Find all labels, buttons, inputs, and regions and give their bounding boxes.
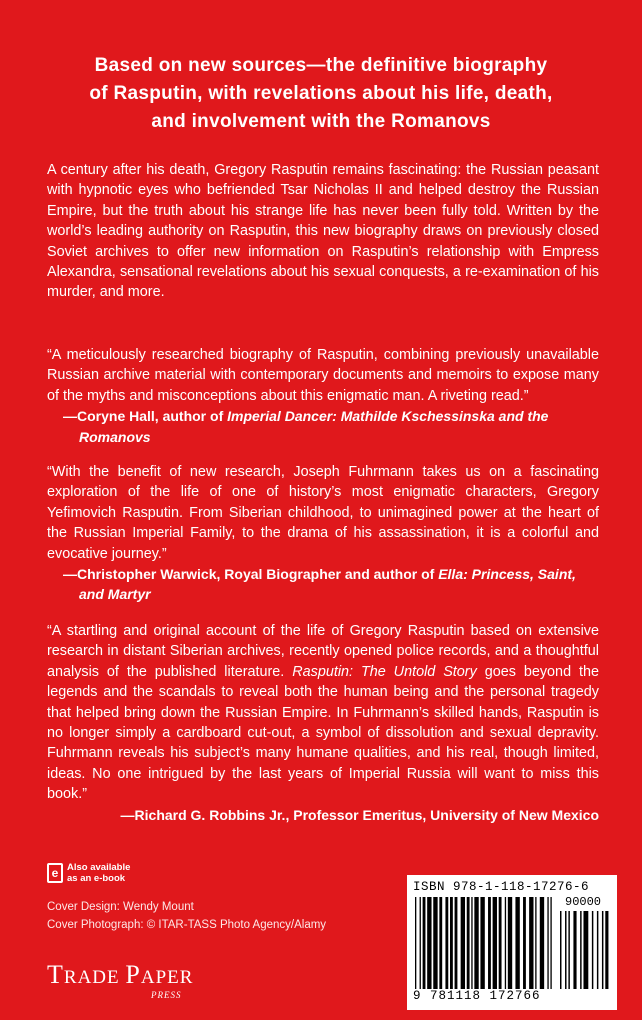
- barcode-bar: [583, 911, 588, 989]
- review-quote-text: “A meticulously researched biography of Rasputin, combining previously unavailable Russian archive material with contemporary documents and memoirs to expose many of the myths and misconceptions about this enigmatic man. A riveting read.”: [47, 347, 599, 404]
- barcode-bar: [445, 897, 448, 989]
- barcode-bar: [550, 897, 551, 989]
- cover-design-credit: Cover Design: Wendy Mount: [47, 901, 194, 913]
- barcode-bar: [547, 897, 548, 989]
- barcode-bar: [420, 897, 421, 989]
- book-title-reference: Rasputin: The Untold Story: [292, 663, 477, 680]
- barcode-bar: [565, 911, 566, 989]
- book-title-reference: Imperial Dancer: Mathilde Kschessinska and the Romanovs: [79, 408, 549, 445]
- price-addon-number: 90000: [565, 895, 602, 909]
- barcode-bar: [508, 897, 512, 989]
- barcode-bar: [439, 897, 442, 989]
- back-cover-headline: [40, 52, 602, 136]
- isbn-number: ISBN 978-1-118-17276-6: [413, 880, 590, 894]
- barcode-bar: [540, 897, 544, 989]
- cover-credits: [47, 898, 326, 934]
- review-quote-1: [47, 345, 599, 447]
- cover-photo-credit: Cover Photograph: © ITAR-TASS Photo Agency/Alamy: [47, 919, 327, 931]
- headline-line-2: of Rasputin, with revelations about his life, death,: [89, 83, 553, 104]
- publisher-logo: TRADE PAPER: [47, 960, 194, 989]
- barcode-bar: [535, 897, 536, 989]
- barcode-bar: [455, 897, 458, 989]
- publisher-logo-press: PRESS: [151, 990, 182, 1000]
- barcode-bar: [499, 897, 502, 989]
- barcode-bar: [580, 911, 581, 989]
- barcode-bar: [474, 897, 478, 989]
- ebook-icon: e: [47, 863, 63, 883]
- barcode-bar: [493, 897, 497, 989]
- barcode-bar: [461, 897, 465, 989]
- barcode-bar: [529, 897, 533, 989]
- barcode-bar: [597, 911, 598, 989]
- ebook-label: Also available as an e-book: [67, 862, 131, 884]
- review-attribution: —Coryne Hall, author of Imperial Dancer: Mathilde Kschessinska and the Romanovs: [63, 408, 549, 445]
- barcode-bar: [433, 897, 437, 989]
- barcode-bar: [605, 911, 608, 989]
- barcode-bar: [523, 897, 526, 989]
- headline-line-1: Based on new sources—the definitive biography: [94, 55, 548, 76]
- ean-number: 9 781118 172766: [413, 989, 541, 1003]
- book-title-reference: Ella: Princess, Saint, and Martyr: [79, 566, 576, 603]
- book-description: A century after his death, Gregory Rasputin remains fascinating: the Russian peasant with hypnotic eyes who befriended Tsar Nicholas II and helped destroy the Russian Empire, but the truth about his strange life has never been fully told. Written by the world’s leading authority on Rasputin, this new biography draws on previously closed Soviet archives to offer new information on Rasputin’s relationship with Empress Alexandra, sensational revelations about his sexual conquests, a re-examination of his murder, and more.: [47, 162, 599, 301]
- barcode-bar: [471, 897, 472, 989]
- isbn-barcode: [407, 875, 617, 1010]
- review-quote-2: [47, 462, 599, 605]
- review-quote-text: “A startling and original account of the life of Gregory Rasputin based on extensive research in distant Siberian archives, recently opened police records, and a thoughtful analysis of the published literature. Rasputin: The Untold Story goes beyond the legends and the scandals to reveal both the human being and the personal tragedy that helped bring down the Russian Empire. In Fuhrmann’s skilled hands, Rasputin is no longer simply a cardboard cut-out, a symbol of dissolution and sexual depravity. Fuhrmann reveals his subject’s many humane qualities, and his real, though limited, ideas. No one intrigued by the last years of Imperial Russia will want to miss this book.”: [47, 623, 599, 803]
- barcode-bar: [480, 897, 484, 989]
- barcode-bar: [467, 897, 470, 989]
- barcode-bar: [450, 897, 453, 989]
- barcode-bar: [515, 897, 519, 989]
- barcode-bar: [592, 911, 593, 989]
- addon-barcode-bars: [560, 911, 612, 989]
- barcode-bar: [573, 911, 576, 989]
- review-quote-3: [47, 621, 599, 825]
- headline-line-3: and involvement with the Romanovs: [151, 111, 491, 132]
- barcode-bar: [505, 897, 506, 989]
- review-attribution: —Richard G. Robbins Jr., Professor Emeritus, University of New Mexico: [120, 806, 599, 823]
- review-quote-text: “With the benefit of new research, Joseph Fuhrmann takes us on a fascinating exploration of the life of one of history’s most enigmatic characters, Gregory Yefimovich Rasputin. From Siberian childhood, to unimagined power at the heart of the Russian Imperial Family, to the drama of his assassination, it is a colorful and evocative journey.”: [47, 464, 599, 562]
- barcode-bar: [602, 911, 603, 989]
- barcode-bar: [568, 911, 569, 989]
- barcode-bar: [415, 897, 416, 989]
- barcode-bar: [560, 911, 561, 989]
- barcode-bar: [488, 897, 491, 989]
- ean-barcode-bars: [415, 897, 555, 989]
- ebook-notice: [47, 862, 130, 884]
- barcode-bar: [427, 897, 431, 989]
- review-attribution: —Christopher Warwick, Royal Biographer and author of Ella: Princess, Saint, and Martyr: [63, 566, 576, 603]
- barcode-bar: [423, 897, 426, 989]
